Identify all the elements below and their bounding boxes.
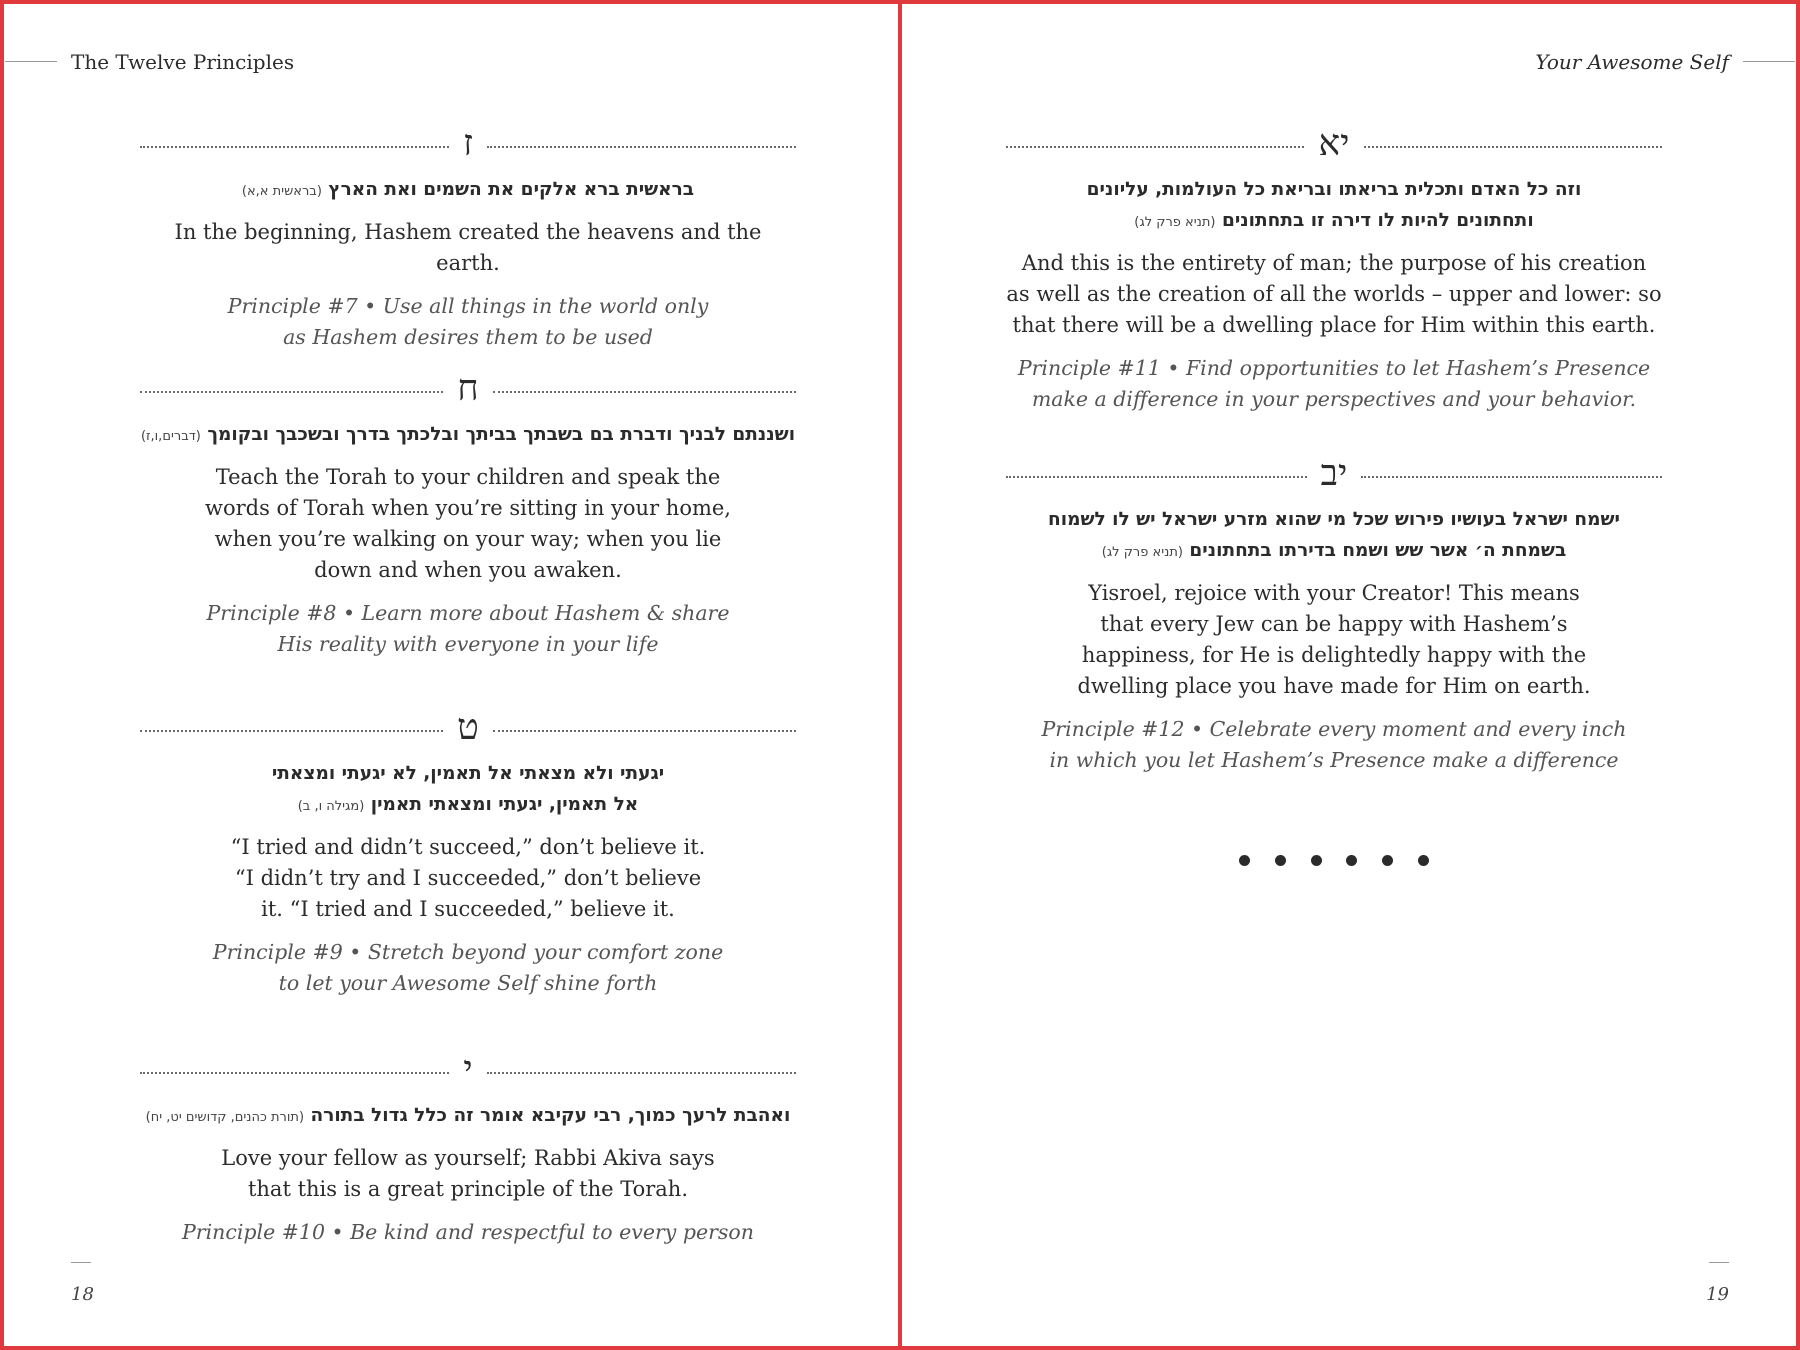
running-head: The Twelve Principles: [71, 50, 295, 74]
page-number: 19: [1706, 1284, 1729, 1305]
hebrew-verse: [1006, 504, 1662, 568]
hebrew-line: ושננתם לבניך ודברת בם בשבתך בביתך ובלכתך בדרך ובשכבך ובקומך (דברים,ו,ז): [140, 424, 796, 445]
letter-divider: [1006, 452, 1662, 496]
ornament-dot: [1311, 855, 1322, 866]
principle-section-9: [140, 706, 796, 999]
hebrew-line: בשמחת ה׳ אשר שש ושמח בדירתו בתחתונים (תניא פרק לג): [1101, 540, 1567, 561]
dotted-rule: [1364, 146, 1662, 148]
hebrew-verse: [140, 1100, 796, 1133]
english-translation: In the beginning, Hashem created the heavens and the earth.: [174, 220, 762, 275]
hebrew-verse: [140, 758, 796, 822]
principle-section-12: [1006, 452, 1662, 776]
dotted-rule: [493, 391, 796, 393]
english-translation: And this is the entirety of man; the purpose of his creation as well as the creation of all the worlds – upper and lower: so that there will be a dwelling place for Him within this earth.: [1006, 251, 1662, 337]
english-translation: Love your fellow as yourself; Rabbi Akiva says that this is a great principle of the Torah.: [221, 1146, 715, 1201]
letter-divider: [140, 367, 796, 411]
hebrew-letter: י: [463, 1049, 473, 1090]
hebrew-verse: [140, 174, 796, 207]
verse-source: (תניא פרק לג): [1101, 545, 1183, 560]
principle-section-8: [140, 367, 796, 660]
ornament-dot: [1275, 855, 1286, 866]
hebrew-line: ישמח ישראל בעושיו פירוש שכל מי שהוא מזרע ישראל יש לו לשמוח: [1048, 509, 1620, 530]
verse-source: (מגילה ו, ב): [297, 799, 365, 814]
english-translation: “I tried and didn’t succeed,” don’t believe it. “I didn’t try and I succeeded,” don’t believe it. “I tried and I succeeded,” believe it.: [230, 835, 706, 921]
letter-divider: [140, 1048, 796, 1092]
principle-text: Principle #12 • Celebrate every moment and every inch in which you let Hashem’s Presence make a difference: [1041, 717, 1627, 772]
ornament-dot: [1346, 855, 1357, 866]
principle-text: Principle #9 • Stretch beyond your comfort zone to let your Awesome Self shine forth: [212, 940, 724, 995]
dotted-rule: [487, 1072, 796, 1074]
dotted-rule: [140, 391, 443, 393]
dotted-rule: [140, 730, 443, 732]
letter-divider: [140, 122, 796, 166]
verse-source: (תניא פרק לג): [1134, 215, 1216, 230]
letter-divider: [1006, 122, 1662, 166]
hebrew-letter: יא: [1318, 123, 1350, 164]
principle-text: Principle #10 • Be kind and respectful to every person: [182, 1220, 754, 1244]
principle-text: Principle #11 • Find opportunities to let Hashem’s Presence make a difference in your perspectives and your behavior.: [1017, 356, 1651, 411]
dotted-rule: [487, 146, 796, 148]
english-translation: Yisroel, rejoice with your Creator! This means that every Jew can be happy with Hashem’s happiness, for He is delightedly happy with the dwelling place you have made for Him on earth.: [1077, 581, 1591, 698]
hebrew-line: אל תאמין, יגעתי ומצאתי תאמין (מגילה ו, ב): [297, 794, 639, 815]
verse-source: (תורת כהנים, קדושים יט, יח): [145, 1110, 305, 1125]
principle-text: Principle #7 • Use all things in the world only as Hashem desires them to be used: [227, 294, 709, 349]
hebrew-verse: [140, 419, 796, 452]
hebrew-line: בראשית ברא אלקים את השמים ואת הארץ (בראשית א,א): [241, 179, 695, 200]
verse-source: (בראשית א,א): [241, 184, 322, 199]
right-page: [900, 0, 1800, 1350]
hebrew-letter: ח: [457, 368, 479, 409]
dotted-rule: [140, 1072, 449, 1074]
dotted-rule: [1006, 146, 1304, 148]
hebrew-line: ואהבת לרעך כמוך, רבי עקיבא אומר זה כלל גדול בתורה (תורת כהנים, קדושים יט, יח): [145, 1105, 791, 1126]
running-head: Your Awesome Self: [1535, 50, 1729, 74]
principle-section-7: [140, 122, 796, 353]
ornament-dot: [1418, 855, 1429, 866]
dotted-rule: [1361, 476, 1662, 478]
principle-text: Principle #8 • Learn more about Hashem & share His reality with everyone in your life: [206, 601, 730, 656]
folio-rule: [1709, 1262, 1729, 1263]
english-translation: Teach the Torah to your children and speak the words of Torah when you’re sitting in your home, when you’re walking on your way; when you lie down and when you awaken.: [205, 465, 731, 582]
hebrew-line: יגעתי ולא מצאתי אל תאמין, לא יגעתי ומצאתי: [271, 763, 665, 784]
hebrew-letter: יב: [1320, 453, 1348, 494]
page-number: 18: [71, 1284, 94, 1305]
ornament-dot: [1382, 855, 1393, 866]
principle-section-10: [140, 1048, 796, 1248]
principle-section-11: [1006, 122, 1662, 415]
verse-source: (דברים,ו,ז): [140, 429, 201, 444]
running-head-rule: [5, 61, 57, 62]
dotted-rule: [1006, 476, 1307, 478]
hebrew-line: וזה כל האדם ותכלית בריאתו ובריאת כל העולמות, עליונים: [1086, 179, 1582, 200]
hebrew-verse: [1006, 174, 1662, 238]
folio-rule: [71, 1262, 91, 1263]
ornament-dot: [1239, 855, 1250, 866]
ornament-dots: [1239, 848, 1429, 872]
hebrew-letter: ט: [457, 707, 479, 748]
hebrew-line: ותחתונים להיות לו דירה זו בתחתונים (תניא פרק לג): [1134, 210, 1534, 231]
hebrew-letter: ז: [462, 123, 474, 164]
dotted-rule: [493, 730, 796, 732]
running-head-rule: [1743, 61, 1795, 62]
letter-divider: [140, 706, 796, 750]
dotted-rule: [140, 146, 449, 148]
